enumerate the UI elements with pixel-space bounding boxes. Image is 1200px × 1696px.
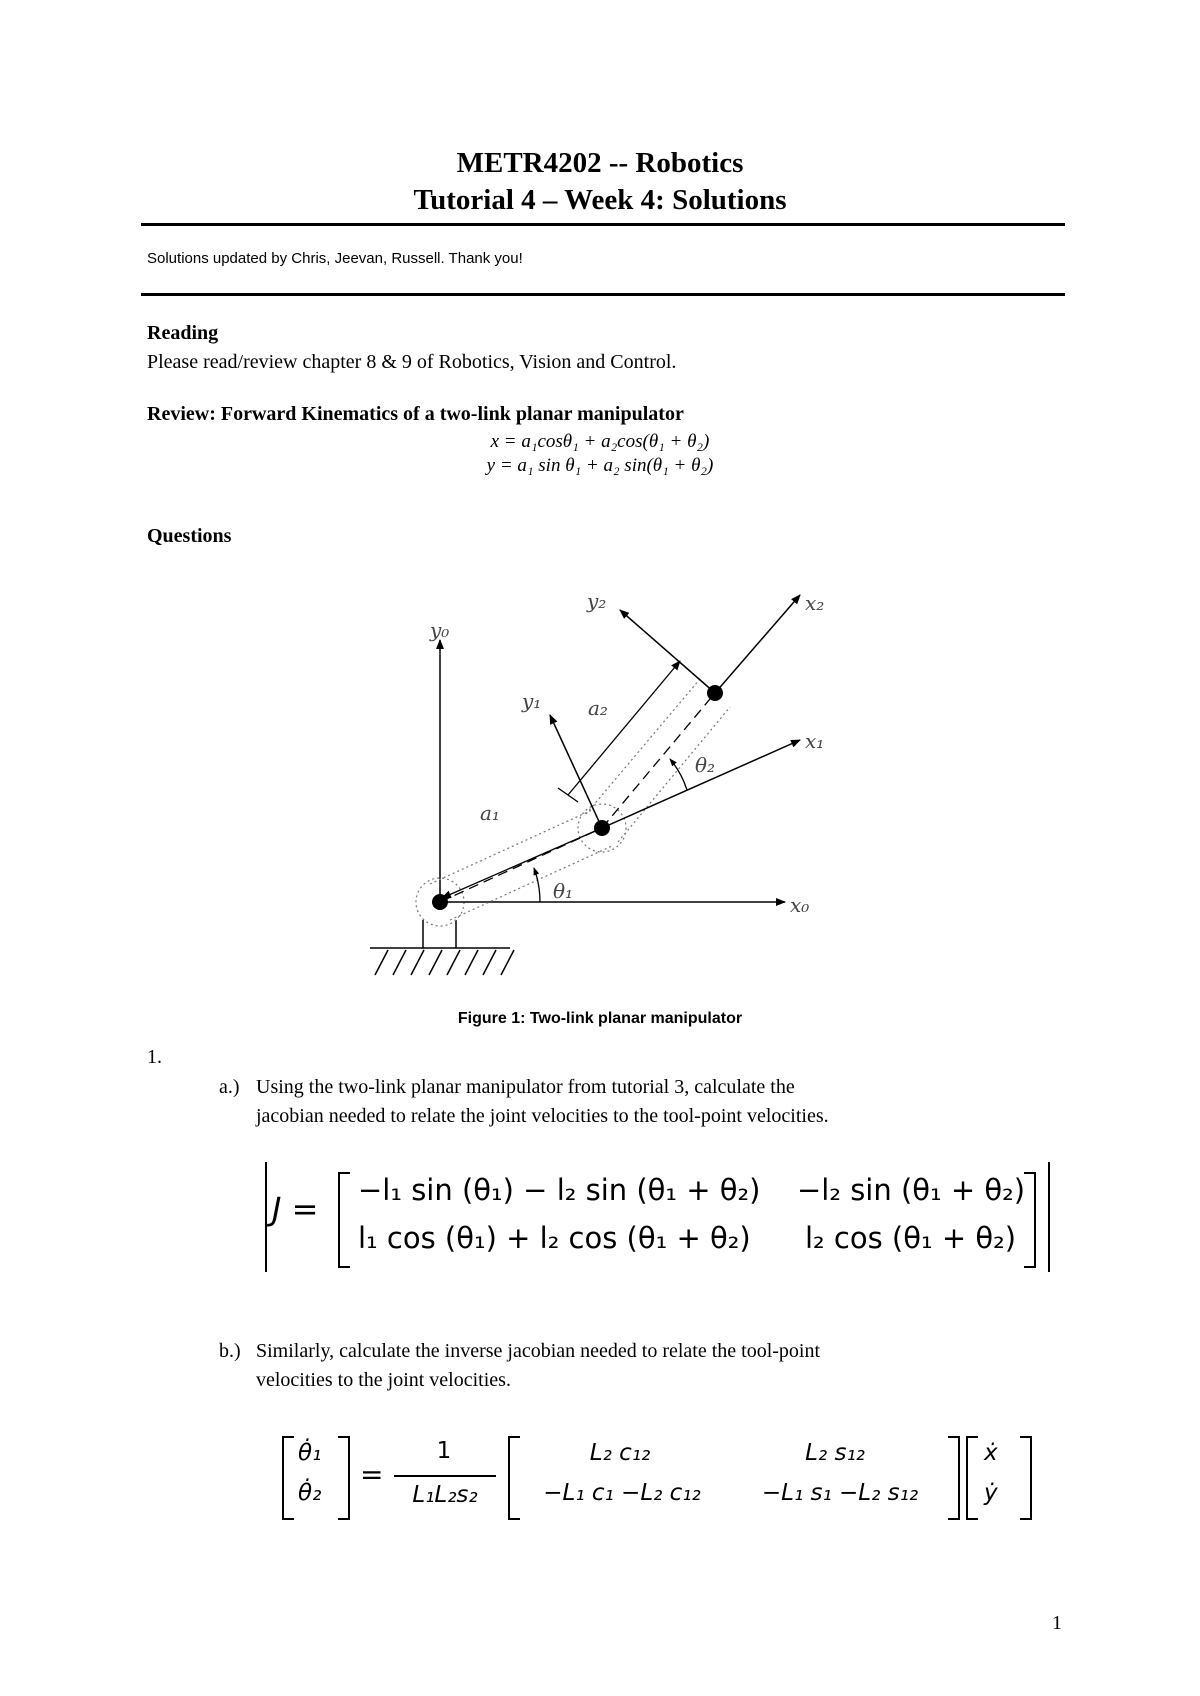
lhs-bracket-right — [338, 1436, 350, 1520]
elbow-joint — [594, 820, 610, 836]
figure-caption: Figure 1: Two-link planar manipulator — [457, 1010, 743, 1027]
fraction-numerator: 1 — [436, 1438, 452, 1464]
part-a-text-1: Using the two-link planar manipulator from tutorial 3, calculate the — [256, 1076, 795, 1098]
label-x0: x₀ — [790, 893, 810, 917]
tutorial-title: Tutorial 4 – Week 4: Solutions — [413, 184, 787, 216]
label-theta1: θ₁ — [553, 879, 574, 903]
inverse-m12: L₂ s₁₂ — [805, 1440, 865, 1466]
jacobian-bracket-left — [338, 1172, 350, 1268]
inverse-m11: L₂ c₁₂ — [589, 1440, 651, 1466]
jacobian-bracket-right — [1024, 1172, 1036, 1268]
link1-outline-lower — [450, 846, 612, 920]
part-a-label: a.) — [219, 1076, 240, 1098]
jacobian-r2c1: l₁ cos (θ₁) + l₂ cos (θ₁ + θ₂) — [358, 1221, 751, 1255]
label-x1: x₁ — [805, 729, 825, 753]
base-joint — [432, 894, 448, 910]
question-number: 1. — [147, 1046, 162, 1068]
equation-y: y = a₁ sin θ₁ + a₂ sin(θ₁ + θ₂) — [486, 455, 714, 476]
reading-text: Please read/review chapter 8 & 9 of Robotics, Vision and Control. — [147, 351, 677, 373]
credits-text: Solutions updated by Chris, Jeevan, Russell. Thank you! — [147, 250, 523, 267]
y1-axis — [550, 715, 602, 828]
label-y1: y₁ — [522, 689, 542, 713]
part-a-text-2: jacobian needed to relate the joint velocities to the tool-point velocities. — [256, 1105, 829, 1127]
vector-bracket-left — [966, 1436, 978, 1520]
jacobian-left-edge — [265, 1162, 267, 1272]
label-y2: y₂ — [587, 589, 607, 613]
theta2-arc — [670, 759, 687, 790]
label-a2: a₂ — [588, 696, 608, 720]
jacobian-r1c2: −l₂ sin (θ₁ + θ₂) — [797, 1173, 1026, 1207]
questions-heading: Questions — [147, 525, 232, 547]
end-effector — [707, 685, 723, 701]
theta2-dot: θ̇₂ — [298, 1480, 322, 1506]
reading-heading: Reading — [147, 322, 219, 344]
fraction-denominator: L₁L₂s₂ — [412, 1482, 478, 1508]
a1-dimension — [442, 828, 602, 898]
jacobian-r2c2: l₂ cos (θ₁ + θ₂) — [805, 1221, 1017, 1255]
vector-bracket-right — [1020, 1436, 1032, 1520]
part-b-text-1: Similarly, calculate the inverse jacobian needed to relate the tool-point — [256, 1340, 821, 1362]
fraction-bar — [394, 1475, 496, 1477]
matrix-bracket-left — [508, 1436, 520, 1520]
y-dot: ẏ — [984, 1480, 998, 1506]
course-title: METR4202 -- Robotics — [456, 147, 744, 179]
equals-sign: = — [360, 1458, 384, 1491]
link1-outline-upper — [430, 810, 592, 884]
part-b-label: b.) — [219, 1340, 241, 1362]
label-y0: y₀ — [430, 618, 450, 642]
jacobian-right-edge — [1048, 1162, 1050, 1272]
matrix-bracket-right — [948, 1436, 960, 1520]
label-theta2: θ₂ — [695, 753, 716, 777]
lhs-bracket-left — [282, 1436, 294, 1520]
part-b-text-2: velocities to the joint velocities. — [256, 1369, 511, 1391]
y2-axis — [620, 610, 715, 693]
x-dot: ẋ — [984, 1440, 998, 1466]
inverse-m22: −L₁ s₁ −L₂ s₁₂ — [761, 1480, 919, 1506]
theta1-dot: θ̇₁ — [298, 1440, 322, 1466]
equation-x: x = a₁cosθ₁ + a₂cos(θ₁ + θ₂) — [490, 431, 710, 452]
jacobian-lhs: J = — [272, 1190, 319, 1228]
label-x2: x₂ — [805, 591, 825, 615]
jacobian-r1c1: −l₁ sin (θ₁) − l₂ sin (θ₁ + θ₂) — [358, 1173, 761, 1207]
theta1-arc — [534, 868, 540, 902]
label-a1: a₁ — [480, 801, 500, 825]
review-heading: Review: Forward Kinematics of a two-link planar manipulator — [147, 403, 684, 425]
inverse-m21: −L₁ c₁ −L₂ c₁₂ — [543, 1480, 701, 1506]
ground-hatch — [370, 920, 514, 975]
page-number: 1 — [1052, 1612, 1062, 1634]
a2-dimension — [568, 661, 680, 795]
x2-axis — [715, 595, 800, 693]
